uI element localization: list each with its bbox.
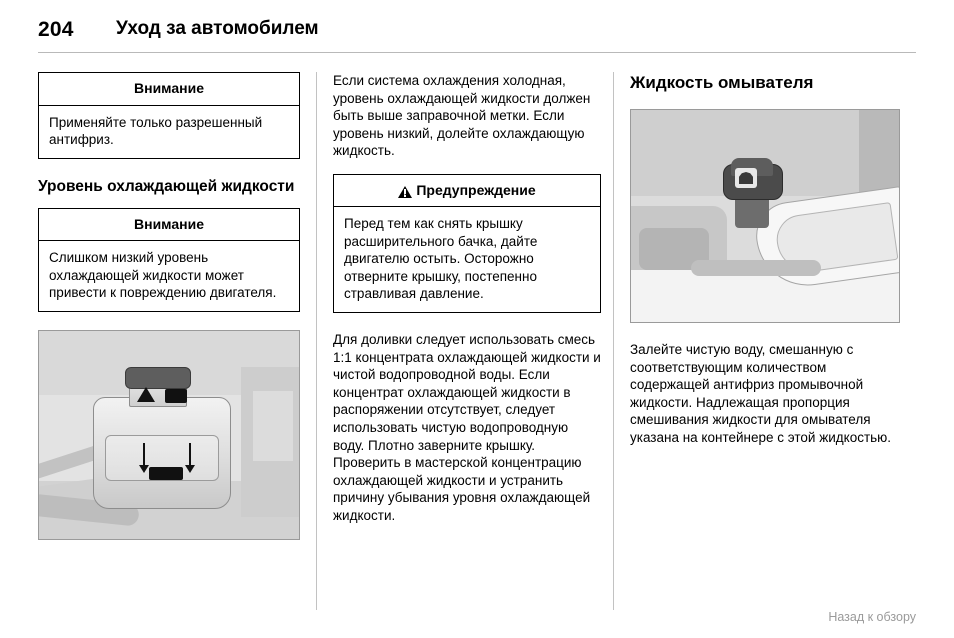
notice-box-antifreeze xyxy=(38,72,300,159)
notice-title-text: Внимание xyxy=(134,215,204,232)
figure-shape-symbol-plate xyxy=(165,389,187,403)
coolant-tank-figure xyxy=(38,330,300,540)
column-middle xyxy=(333,72,601,539)
warning-triangle-icon xyxy=(398,186,412,198)
page-header xyxy=(38,18,916,48)
figure-shape-dark-panel xyxy=(859,110,899,196)
back-to-overview-link[interactable]: Назад к обзору xyxy=(828,610,916,624)
warning-title-text: Предупреждение xyxy=(416,181,536,198)
section-heading-washer-fluid: Жидкость омывателя xyxy=(630,73,814,92)
column-divider-2 xyxy=(613,72,614,610)
warning-triangle-icon xyxy=(137,387,155,403)
column-right xyxy=(630,72,900,461)
arrow-down-icon-right xyxy=(189,443,191,465)
notice-box-low-coolant xyxy=(38,208,300,312)
notice-title xyxy=(39,73,299,106)
washer-fluid-figure xyxy=(630,109,900,323)
notice-body: Слишком низкий уровень охлаждающей жидкости может привести к повреждению двигателя. xyxy=(49,250,277,300)
column-left xyxy=(38,72,300,540)
section-heading-coolant-level: Уровень охлаждающей жидкости xyxy=(38,177,295,195)
paragraph-coolant-check: Если система охлаждения холодная, уровень охлаждающей жидкости должен быть выше заправочной метки. Если уровень низкий, долейте охлаждающую жидкость. xyxy=(333,73,591,159)
warning-box-cap-removal xyxy=(333,174,601,313)
page-number: 204 xyxy=(38,18,74,41)
paragraph-coolant-mixture: Для доливки следует использовать смесь 1:1 концентрата охлаждающей жидкости и чистой водопроводной воды. Если концентрат охлаждающей жидкости в распоряжении отсутствует, следует использовать чистую водопроводную воду. Плотно заверните крышку. Проверить в мастерской концентрацию охлаждающей жидкости и устранить причину убывания уровня охлаждающей жидкости. xyxy=(333,331,601,523)
column-divider-1 xyxy=(316,72,317,610)
windshield-washer-icon xyxy=(735,168,757,188)
figure-shape-fill-mark xyxy=(149,467,183,480)
paragraph-washer-fluid: Залейте чистую воду, смешанную с соответствующим количеством содержащей антифриз промывочной жидкости. Надлежащая пропорция смешивания жидкости для омывателя указана на контейнере с этой жидкостью. xyxy=(630,342,892,445)
notice-title-text: Внимание xyxy=(134,80,204,96)
warning-body: Перед тем как снять крышку расширительного бачка, дайте двигателю остыть. Осторожно отверните крышку, постепенно стравливая давление. xyxy=(344,216,538,302)
page-title: Уход за автомобилем xyxy=(116,18,319,39)
header-divider xyxy=(38,52,916,53)
arrow-down-icon-left xyxy=(143,443,145,465)
notice-body: Применяйте только разрешенный антифриз. xyxy=(49,114,263,147)
notice-title xyxy=(39,209,299,242)
warning-title xyxy=(334,175,600,208)
figure-shape-tank-cap xyxy=(125,367,191,389)
figure-shape-engine-block-inner xyxy=(253,391,293,461)
figure-shape-shadow xyxy=(691,260,821,276)
